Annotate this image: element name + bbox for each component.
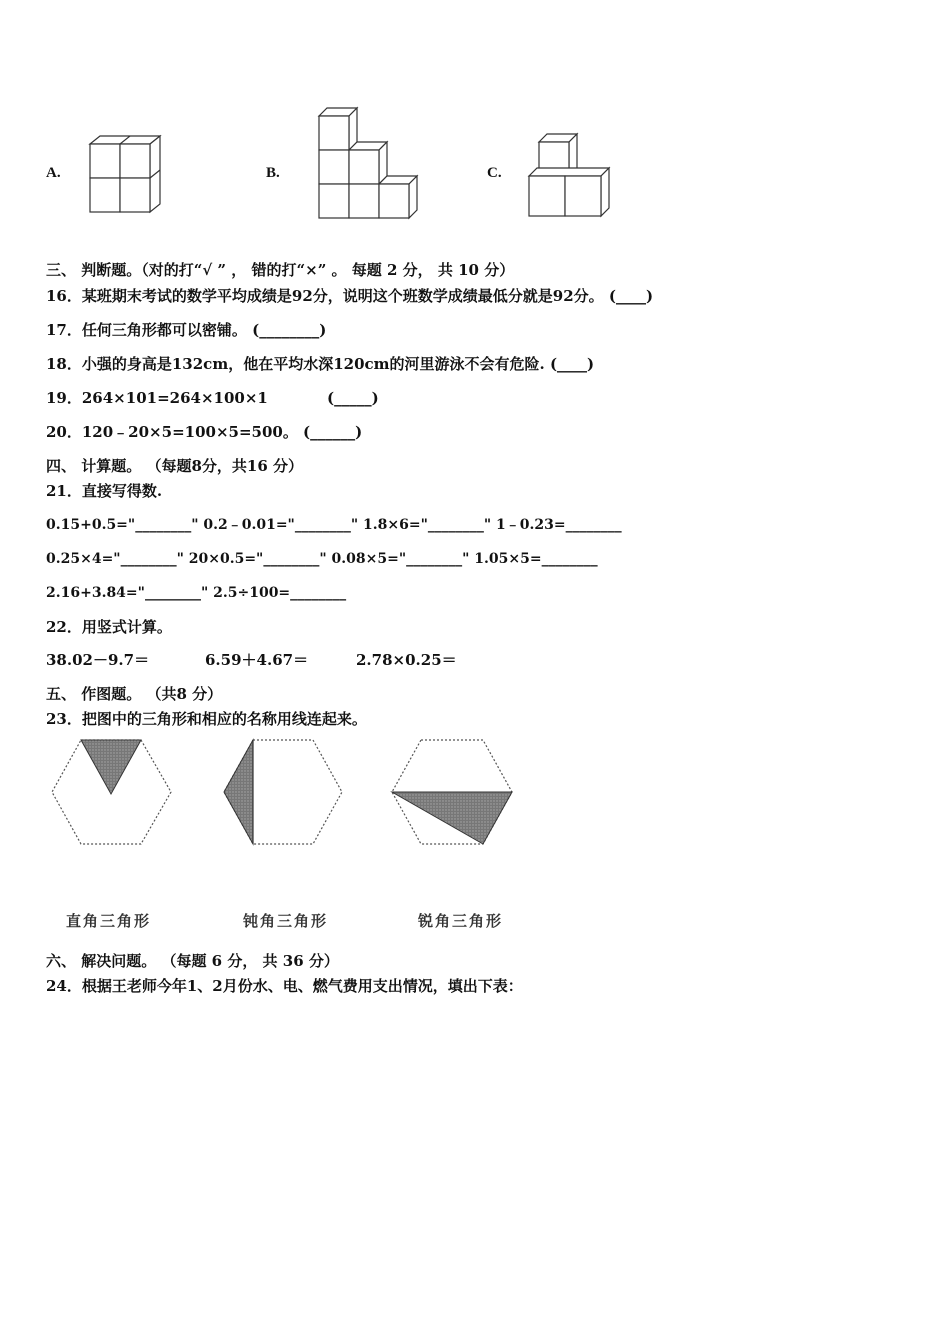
vertical-calc-3: 2.78×0.25＝: [356, 651, 457, 669]
section-4-header: 四、 计算题。 （每题8分，共16 分）: [46, 457, 303, 475]
question-23: 23．把图中的三角形和相应的名称用线连起来。: [46, 710, 367, 728]
hexagon-figure-3: [388, 737, 516, 849]
question-20: 20．120﹣20×5=100×5=500。 (______): [46, 423, 363, 441]
cube-figure-b: [314, 102, 424, 220]
question-19-blank: (_____): [327, 389, 379, 407]
question-21: 21．直接写得数.: [46, 482, 163, 500]
cube-figure-c: [525, 128, 615, 220]
section-3-header: 三、 判断题。（对的打“√ ” ， 错的打“×” 。 每题 2 分， 共 10 分）: [46, 261, 515, 279]
option-c-label: C.: [487, 165, 502, 181]
vertical-calc-1: 38.02－9.7＝: [46, 651, 150, 669]
question-24: 24．根据王老师今年1、2月份水、电、燃气费用支出情况，填出下表：: [46, 977, 523, 995]
cube-figure-a: [85, 130, 165, 220]
option-b-label: B.: [266, 165, 280, 181]
label-acute-triangle: 锐角三角形: [418, 912, 504, 930]
label-right-triangle: 直角三角形: [66, 912, 152, 930]
hexagon-figure-1: [50, 737, 175, 849]
label-obtuse-triangle: 钝角三角形: [243, 912, 329, 930]
question-17: 17．任何三角形都可以密铺。 (________): [46, 321, 327, 339]
question-22: 22．用竖式计算。: [46, 618, 172, 636]
question-16: 16．某班期末考试的数学平均成绩是92分，说明这个班数学成绩最低分就是92分。 (____): [46, 287, 654, 305]
calc-row-2: 0.25×4="________" 20×0.5="________" 0.08×5="________" 1.05×5=________: [46, 551, 598, 567]
section-6-header: 六、 解决问题。 （每题 6 分， 共 36 分）: [46, 952, 339, 970]
calc-row-3: 2.16+3.84="________" 2.5÷100=________: [46, 585, 347, 601]
calc-row-1: 0.15+0.5="________" 0.2﹣0.01="________" 1.8×6="________" 1﹣0.23=________: [46, 517, 622, 533]
question-18: 18．小强的身高是132cm，他在平均水深120cm的河里游泳不会有危险. (____): [46, 355, 595, 373]
option-a-label: A.: [46, 165, 61, 181]
vertical-calc-2: 6.59＋4.67＝: [205, 651, 309, 669]
section-5-header: 五、 作图题。 （共8 分）: [46, 685, 223, 703]
hexagon-figure-2: [220, 737, 345, 849]
question-19: 19．264×101=264×100×1: [46, 389, 268, 407]
